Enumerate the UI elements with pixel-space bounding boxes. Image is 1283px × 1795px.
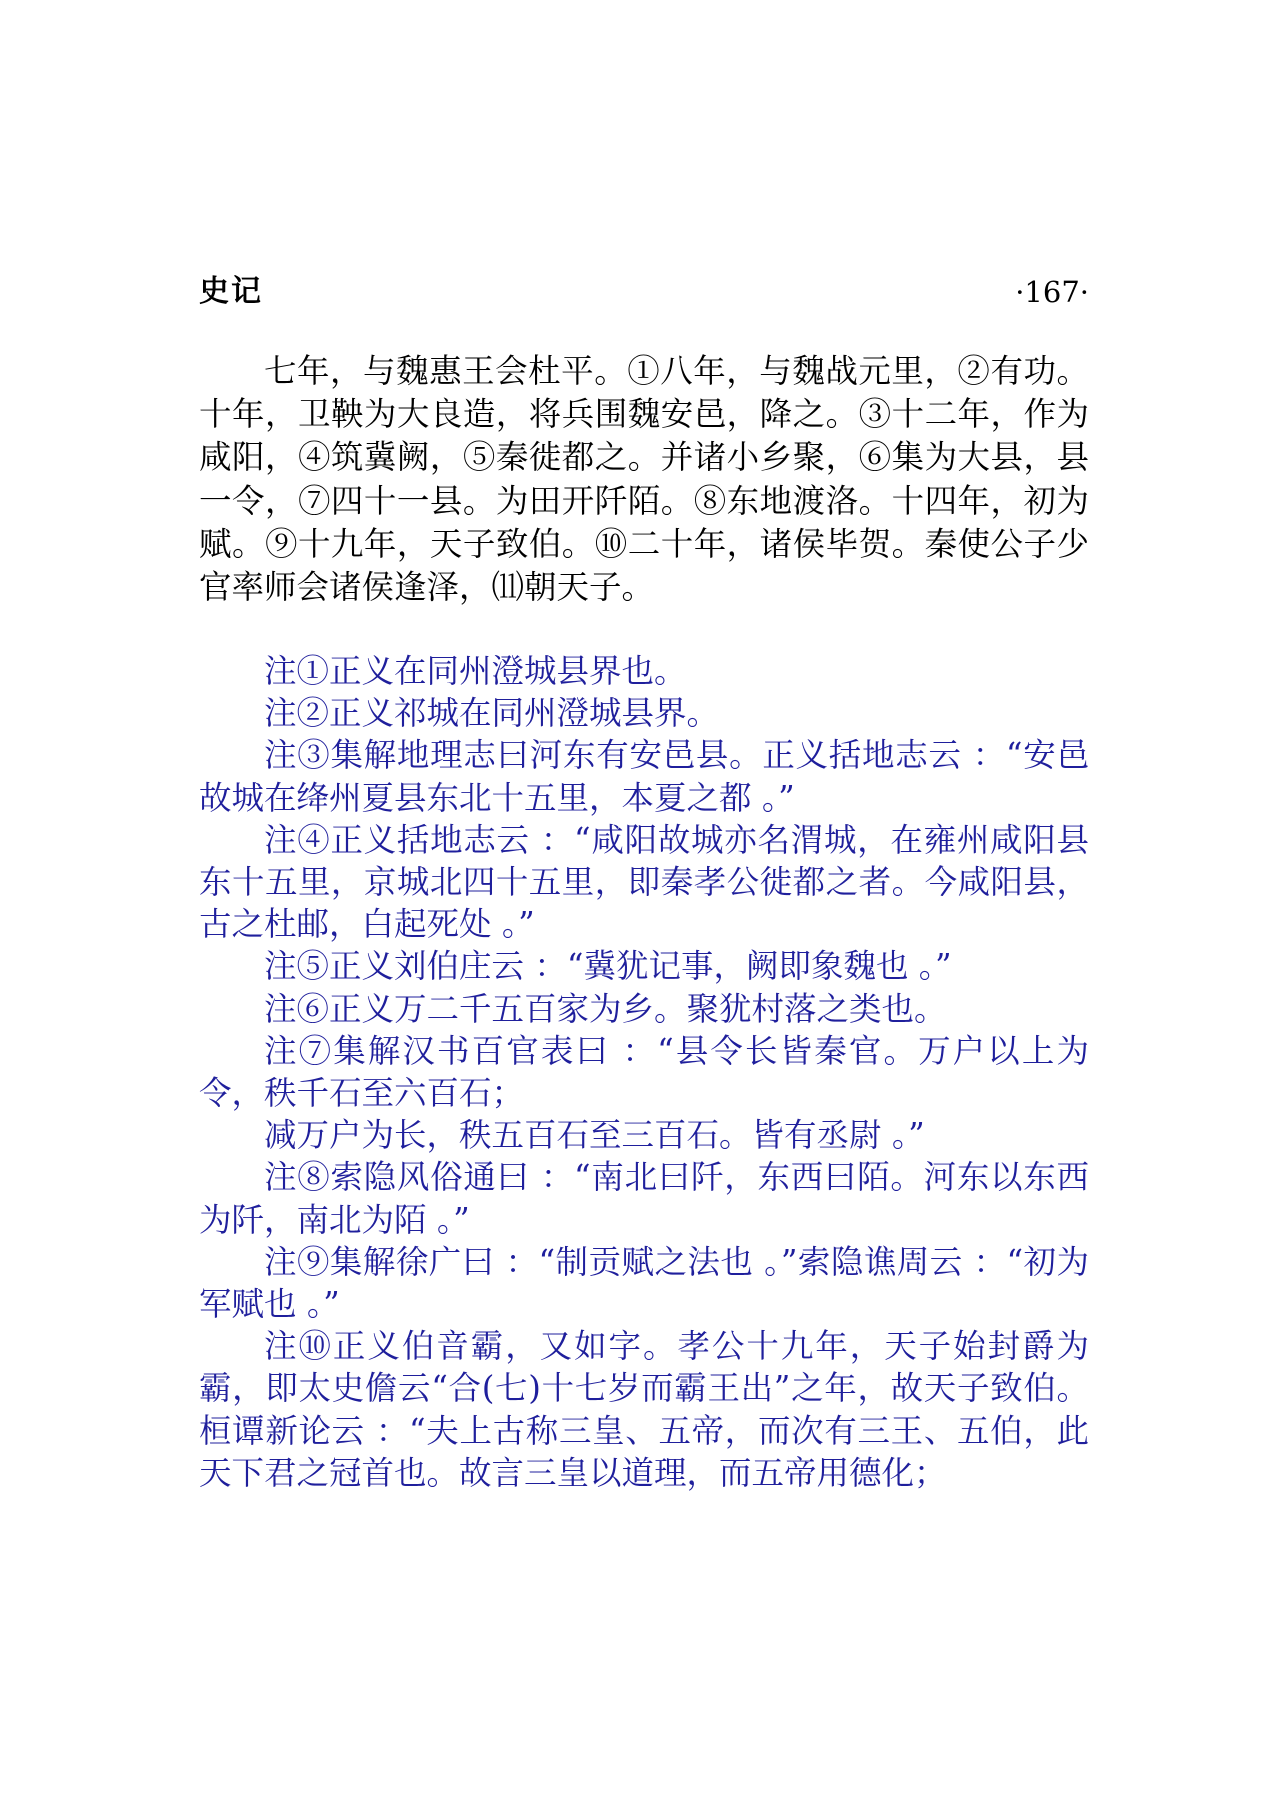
note-2: 注②正义祁城在同州澄城县界。	[264, 694, 720, 733]
notes-section	[199, 650, 1089, 1494]
page-number: ·167·	[1015, 275, 1089, 309]
note-10: 注⑩正义伯音霸，又如字。孝公十九年，天子始封爵为霸，即太史儋云“合(七)十七岁而霸王出”之年，故天子致伯。桓谭新论云 ：“夫上古称三皇、五帝，而次有三王、五伯，此天下君之冠首也。故言三皇以道理，而五帝用德化；	[199, 1327, 1089, 1492]
main-text: 七年，与魏惠王会杜平。①八年，与魏战元里，②有功。十年，卫鞅为大良造，将兵围魏安邑，降之。③十二年，作为咸阳，④筑冀阙，⑤秦徙都之。并诸小乡聚，⑥集为大县，县一令，⑦四十一县。为田开阡陌。⑧东地渡洛。十四年，初为赋。⑨十九年，天子致伯。⑩二十年，诸侯毕贺。秦使公子少官率师会诸侯逢泽，⑾朝天子。	[199, 352, 1089, 607]
note-9: 注⑨集解徐广曰 ：“制贡赋之法也 。”索隐谯周云 ：“初为军赋也 。”	[199, 1242, 1089, 1324]
note-8: 注⑧索隐风俗通曰 ：“南北曰阡，东西曰陌。河东以东西为阡，南北为陌 。”	[199, 1158, 1089, 1239]
note-1: 注①正义在同州澄城县界也。	[264, 652, 687, 690]
note-3: 注③集解地理志曰河东有安邑县。正义括地志云 ：“安邑故城在绛州夏县东北十五里，本夏之都 。”	[199, 736, 1089, 817]
book-title: 史记	[199, 274, 263, 309]
note-5: 注⑤正义刘伯庄云 ：“冀犹记事，阙即象魏也 。”	[264, 947, 952, 986]
note-7-continued: 减万户为长，秩五百石至三百石。皆有丞尉 。”	[264, 1116, 925, 1155]
note-4: 注④正义括地志云 ：“咸阳故城亦名渭城，在雍州咸阳县东十五里，京城北四十五里，即秦孝公徙都之者。今咸阳县，古之杜邮，白起死处 。”	[199, 820, 1089, 944]
page-header	[199, 268, 1089, 316]
note-6: 注⑥正义万二千五百家为乡。聚犹村落之类也。	[264, 989, 947, 1028]
note-7: 注⑦集解汉书百官表曰 ：“县令长皆秦官。万户以上为令，秩千石至六百石；	[199, 1031, 1089, 1113]
